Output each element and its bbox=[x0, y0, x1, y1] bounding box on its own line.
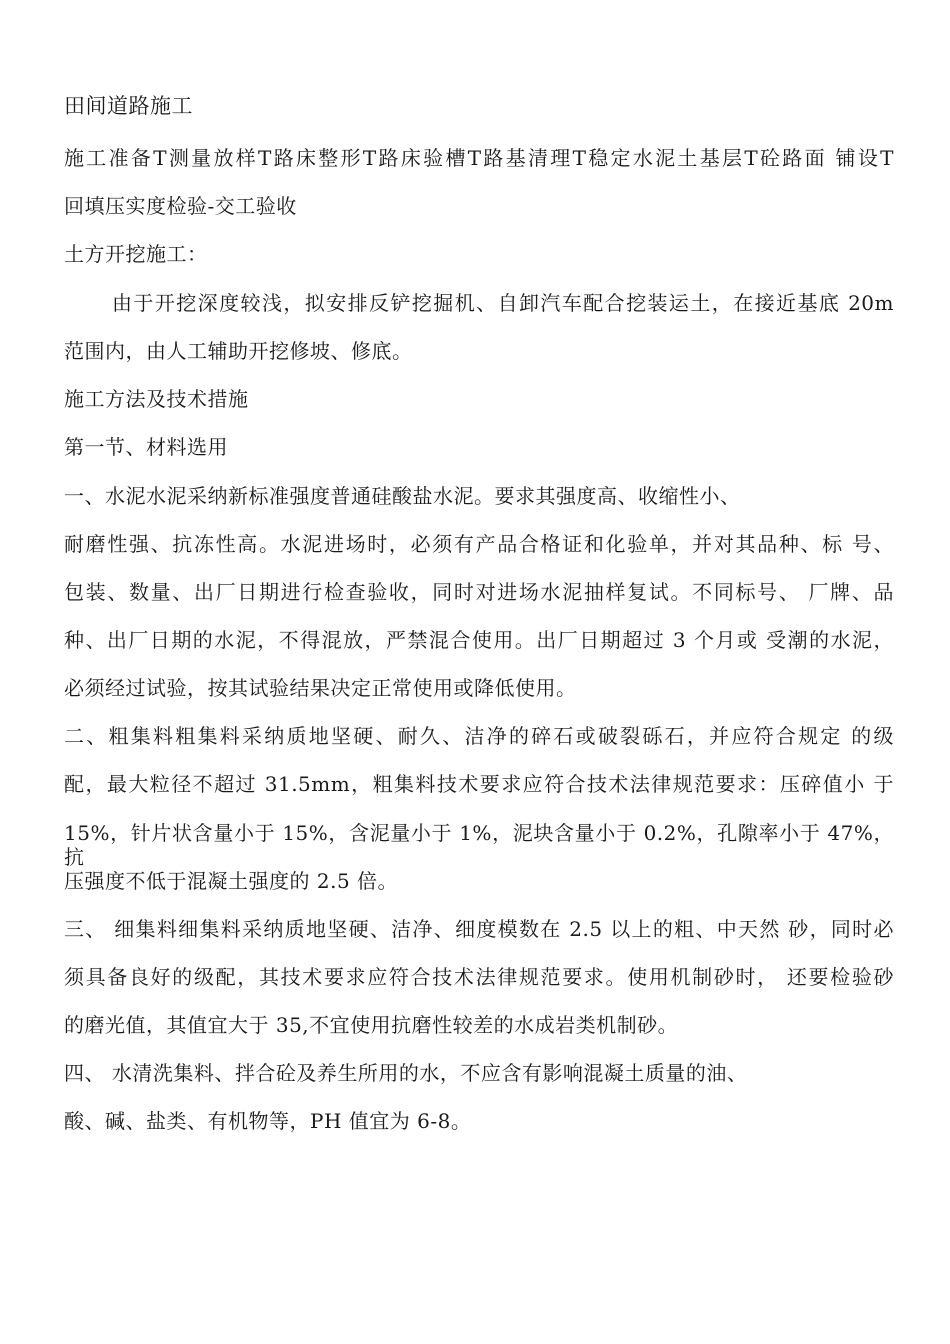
item-1-line-1: 一、水泥水泥采纳新标准强度普通硅酸盐水泥。要求其强度高、收缩性小、 bbox=[64, 484, 741, 508]
earthwork-paragraph-line-1: 由于开挖深度较浅，拟安排反铲挖掘机、自卸汽车配合挖装运土，在接近基底 20m bbox=[112, 291, 894, 315]
earthwork-paragraph-line-2: 范围内，由人工辅助开挖修坡、修底。 bbox=[64, 339, 413, 363]
item-2-line-4: 压强度不低于混凝土强度的 2.5 倍。 bbox=[64, 869, 399, 893]
item-2-line-3: 15%，针片状含量小于 15%，含泥量小于 1%，泥块含量小于 0.2%，孔隙率小于 47%， 抗 bbox=[64, 821, 894, 869]
item-4-line-2: 酸、碱、盐类、有机物等，PH 值宜为 6-8。 bbox=[64, 1109, 472, 1133]
item-3-line-3: 的磨光值，其值宜大于 35,不宜使用抗磨性较差的水成岩类机制砂。 bbox=[64, 1013, 679, 1037]
item-1-line-5: 必须经过试验，按其试验结果决定正常使用或降低使用。 bbox=[64, 676, 577, 700]
item-3-line-1: 三、 细集料细集料采纳质地坚硬、洁净、细度模数在 2.5 以上的粗、中天然 砂，同时必 bbox=[64, 917, 894, 941]
methods-heading: 施工方法及技术措施 bbox=[64, 387, 249, 411]
earthwork-heading: 土方开挖施工： bbox=[64, 242, 208, 266]
item-2-line-2: 配，最大粒径不超过 31.5mm，粗集料技术要求应符合技术法律规范要求：压碎值小 于 bbox=[64, 772, 894, 796]
process-flow-line-2: 回填压实度检验-交工验收 bbox=[64, 194, 297, 218]
item-2-line-1: 二、粗集料粗集料采纳质地坚硬、耐久、洁净的碎石或破裂砾石，并应符合规定 的级 bbox=[64, 724, 894, 748]
item-1-line-2: 耐磨性强、抗冻性高。水泥进场时，必须有产品合格证和化验单，并对其品种、标 号、 bbox=[64, 532, 894, 556]
item-3-line-2: 须具备良好的级配，其技术要求应符合技术法律规范要求。使用机制砂时， 还要检验砂 bbox=[64, 965, 894, 989]
item-4-line-1: 四、 水清洗集料、拌合砼及养生所用的水，不应含有影响混凝土质量的油、 bbox=[64, 1061, 748, 1085]
process-flow-line-1: 施工准备T测量放样T路床整形T路床验槽T路基清理T稳定水泥土基层T砼路面 铺设T bbox=[64, 146, 894, 170]
document-title: 田间道路施工 bbox=[64, 94, 193, 118]
item-1-line-4: 种、出厂日期的水泥，不得混放，严禁混合使用。出厂日期超过 3 个月或 受潮的水泥， bbox=[64, 628, 894, 652]
section-1-heading: 第一节、材料选用 bbox=[64, 435, 228, 459]
item-1-line-3: 包装、数量、出厂日期进行检查验收，同时对进场水泥抽样复试。不同标号、 厂牌、品 bbox=[64, 580, 894, 604]
